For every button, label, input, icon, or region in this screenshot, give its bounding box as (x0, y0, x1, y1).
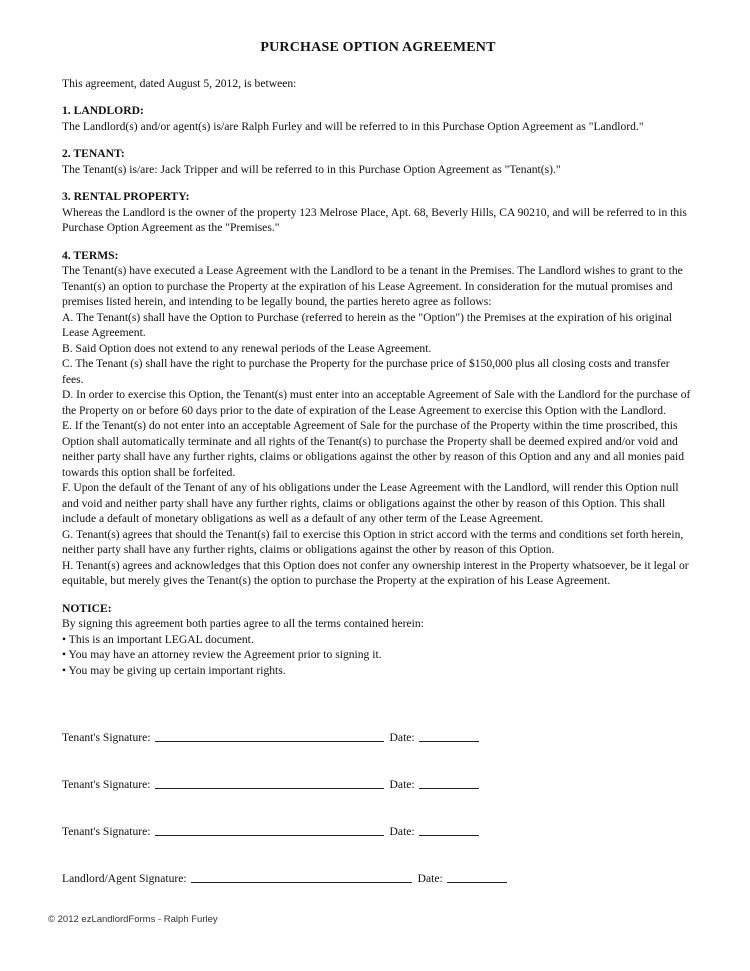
term-item-e: E. If the Tenant(s) do not enter into an acceptable Agreement of Sale for the purchase of the Property within the time proscribed, this Option shall automatically terminate and all rights of the Tenant(s) to purchase the Property shall be deemed expired and/or void and neither party shall have any further rights, claims or obligations against the other by reason of this Option and any and all monies paid towards this option shall be forfeited. (62, 419, 685, 479)
landlord-text: The Landlord(s) and/or agent(s) is/are Ralph Furley and will be referred to in this Purchase Option Agreement as "Landlord." (62, 119, 644, 133)
date-line[interactable] (419, 823, 479, 836)
term-item-c: C. The Tenant (s) shall have the right to purchase the Property for the purchase price of $150,000 plus all closing costs and transfer fees. (62, 357, 670, 386)
signature-block (62, 728, 582, 885)
date-label: Date: (389, 731, 415, 744)
tenant-signature-row-1 (62, 728, 582, 744)
date-line[interactable] (447, 870, 507, 883)
rental-property-heading: 3. RENTAL PROPERTY: (62, 190, 190, 203)
signature-label: Tenant's Signature: (62, 778, 151, 791)
landlord-signature-row (62, 869, 582, 885)
landlord-section (62, 103, 694, 134)
signature-label: Tenant's Signature: (62, 825, 151, 838)
term-item-a: A. The Tenant(s) shall have the Option to Purchase (referred to herein as the "Option") the Premises at the expiration of his original Lease Agreement. (62, 310, 672, 339)
tenant-signature-row-2 (62, 775, 582, 791)
landlord-heading: 1. LANDLORD: (62, 104, 144, 117)
rental-property-text: Whereas the Landlord is the owner of the property 123 Melrose Place, Apt. 68, Beverly Hills, CA 90210, and will be referred to in this Purchase Option Agreement as the "Premises." (62, 205, 687, 234)
term-item-b: B. Said Option does not extend to any renewal periods of the Lease Agreement. (62, 341, 432, 355)
rental-property-section (62, 189, 694, 236)
term-item-d: D. In order to exercise this Option, the Tenant(s) must enter into an acceptable Agreement of Sale with the Landlord for the purchase of the Property on or before 60 days prior to the date of expiration of the Lease Agreement to exercise this Option with the Landlord. (62, 388, 691, 417)
signature-label: Tenant's Signature: (62, 731, 151, 744)
document-title: PURCHASE OPTION AGREEMENT (260, 40, 496, 55)
date-label: Date: (417, 872, 443, 885)
tenant-signature-row-3 (62, 822, 582, 838)
date-line[interactable] (419, 776, 479, 789)
term-item-f: F. Upon the default of the Tenant of any of his obligations under the Lease Agreement with the Landlord, will render this Option null and void and neither party shall have any further rights, claims or obligations against the other by reason of this Option. This shall include a default of monetary obligations as well as a default of any other term of the Lease Agreement. (62, 481, 679, 525)
date-label: Date: (389, 825, 415, 838)
notice-bullet: • You may have an attorney review the Agreement prior to signing it. (62, 648, 382, 661)
tenant-signature-line[interactable] (155, 776, 384, 789)
agreement-intro: This agreement, dated August 5, 2012, is between: (62, 76, 297, 90)
notice-heading: NOTICE: (62, 601, 112, 615)
term-item-g: G. Tenant(s) agrees that should the Tenant(s) fail to exercise this Option in strict accord with the terms and conditions set forth herein, neither party shall have any further rights, claims or obligations against the other by reason of this Option. (62, 527, 684, 556)
notice-bullet: • You may be giving up certain important rights. (62, 663, 286, 677)
terms-heading: 4. TERMS: (62, 248, 119, 262)
notice-bullet: • This is an important LEGAL document. (62, 632, 254, 646)
date-label: Date: (389, 778, 415, 791)
tenant-heading: 2. TENANT: (62, 147, 125, 160)
signature-label: Landlord/Agent Signature: (62, 872, 187, 885)
term-item-h: H. Tenant(s) agrees and acknowledges that this Option does not confer any ownership interest in the Property whatsoever, be it legal or equitable, but merely gives the Tenant(s) the option to purchase the Property at the expiration of his Lease Agreement. (62, 558, 689, 587)
document-body (62, 40, 694, 690)
date-line[interactable] (419, 729, 479, 742)
tenant-signature-line[interactable] (155, 729, 384, 742)
landlord-signature-line[interactable] (191, 870, 412, 883)
notice-section (62, 601, 694, 679)
tenant-section (62, 146, 694, 177)
copyright-footer: © 2012 ezLandlordForms - Ralph Furley (48, 914, 218, 925)
terms-section (62, 248, 694, 589)
notice-intro: By signing this agreement both parties agree to all the terms contained herein: (62, 617, 424, 630)
tenant-text: The Tenant(s) is/are: Jack Tripper and will be referred to in this Purchase Option Agreement as "Tenant(s)." (62, 162, 561, 176)
tenant-signature-line[interactable] (155, 823, 384, 836)
terms-intro: The Tenant(s) have executed a Lease Agreement with the Landlord to be a tenant in the Premises. The Landlord wishes to grant to the Tenant(s) an option to purchase the Property at the expiration of his Lease Agreement. In consideration for the mutual promises and premises listed herein, and intending to be legally bound, the parties hereto agree as follows: (62, 264, 683, 308)
